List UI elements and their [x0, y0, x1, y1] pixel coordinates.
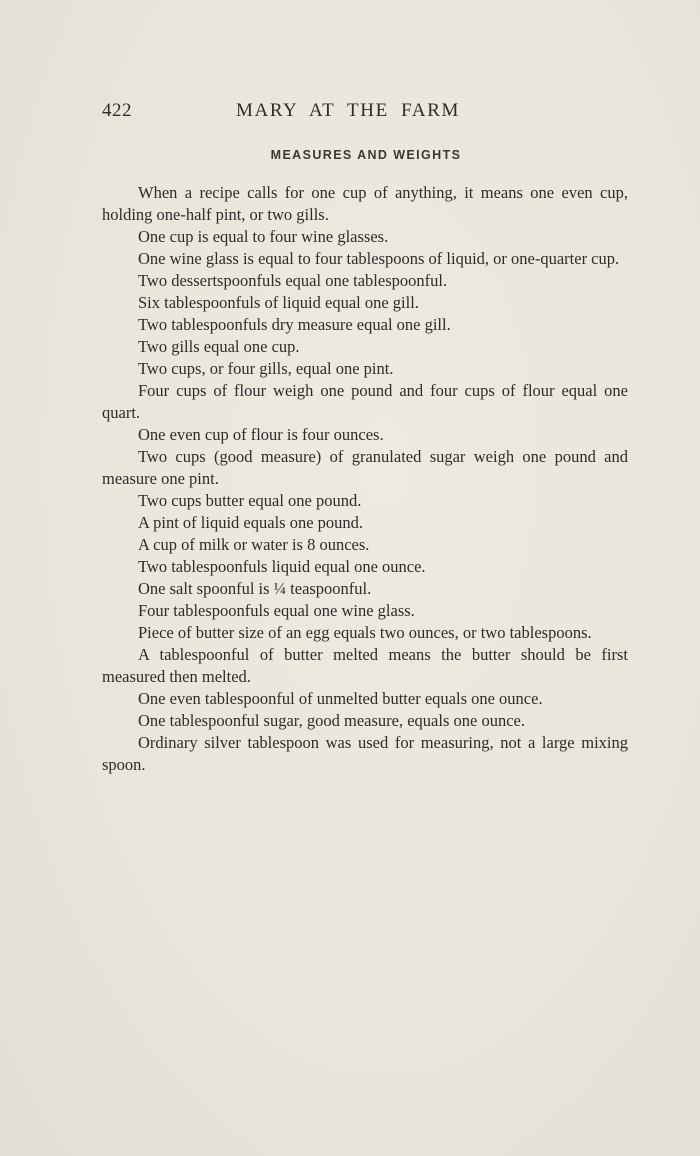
- paragraph-pint-liquid: A pint of liquid equals one pound.: [138, 513, 364, 532]
- book-title: MARY AT THE FARM: [236, 100, 460, 121]
- section-heading: MEASURES AND WEIGHTS: [270, 148, 462, 162]
- paragraph-silver-tablespoon: Ordinary silver tablespoon was used for measuring, not a large mixing spoon.: [102, 733, 628, 774]
- paragraph-dessertspoonfuls: Two dessertspoonfuls equal one tablespoonful.: [138, 271, 448, 290]
- paragraph-cup-wine-glasses: One cup is equal to four wine glasses.: [138, 227, 389, 246]
- paragraph-wine-glass: One wine glass is equal to four tablespoons of liquid, or one-quarter cup.: [138, 249, 620, 268]
- paragraph-sugar: Two cups (good measure) of granulated sugar weigh one pound and measure one pint.: [102, 447, 628, 488]
- paragraph-cups-pint: Two cups, or four gills, equal one pint.: [138, 359, 394, 378]
- paragraph-gills-cup: Two gills equal one cup.: [138, 337, 300, 356]
- paragraph-milk-water: A cup of milk or water is 8 ounces.: [138, 535, 370, 554]
- body-text: [102, 182, 628, 776]
- paragraph-butter-melted: A tablespoonful of butter melted means the butter should be first measured then melted.: [102, 645, 628, 686]
- paragraph-salt-spoonful: One salt spoonful is ¼ teaspoonful.: [138, 579, 372, 598]
- paragraph-liquid-ounce: Two tablespoonfuls liquid equal one ounce.: [138, 557, 426, 576]
- paragraph-unmelted-butter: One even tablespoonful of unmelted butter equals one ounce.: [138, 689, 543, 708]
- paragraph-cup-definition: When a recipe calls for one cup of anything, it means one even cup, holding one-half pint, or two gills.: [102, 183, 628, 224]
- paragraph-sugar-ounce: One tablespoonful sugar, good measure, equals one ounce.: [138, 711, 525, 730]
- paragraph-butter-egg: Piece of butter size of an egg equals two ounces, or two tablespoons.: [138, 623, 592, 642]
- paragraph-flour-pound: Four cups of flour weigh one pound and four cups of flour equal one quart.: [102, 381, 628, 422]
- paragraph-flour-ounces: One even cup of flour is four ounces.: [138, 425, 384, 444]
- paragraph-butter-pound: Two cups butter equal one pound.: [138, 491, 362, 510]
- page-number: 422: [102, 100, 132, 121]
- paragraph-dry-gill: Two tablespoonfuls dry measure equal one gill.: [138, 315, 451, 334]
- running-head: [102, 100, 632, 126]
- paragraph-wine-glass-tablespoons: Four tablespoonfuls equal one wine glass.: [138, 601, 415, 620]
- paragraph-liquid-gill: Six tablespoonfuls of liquid equal one gill.: [138, 293, 419, 312]
